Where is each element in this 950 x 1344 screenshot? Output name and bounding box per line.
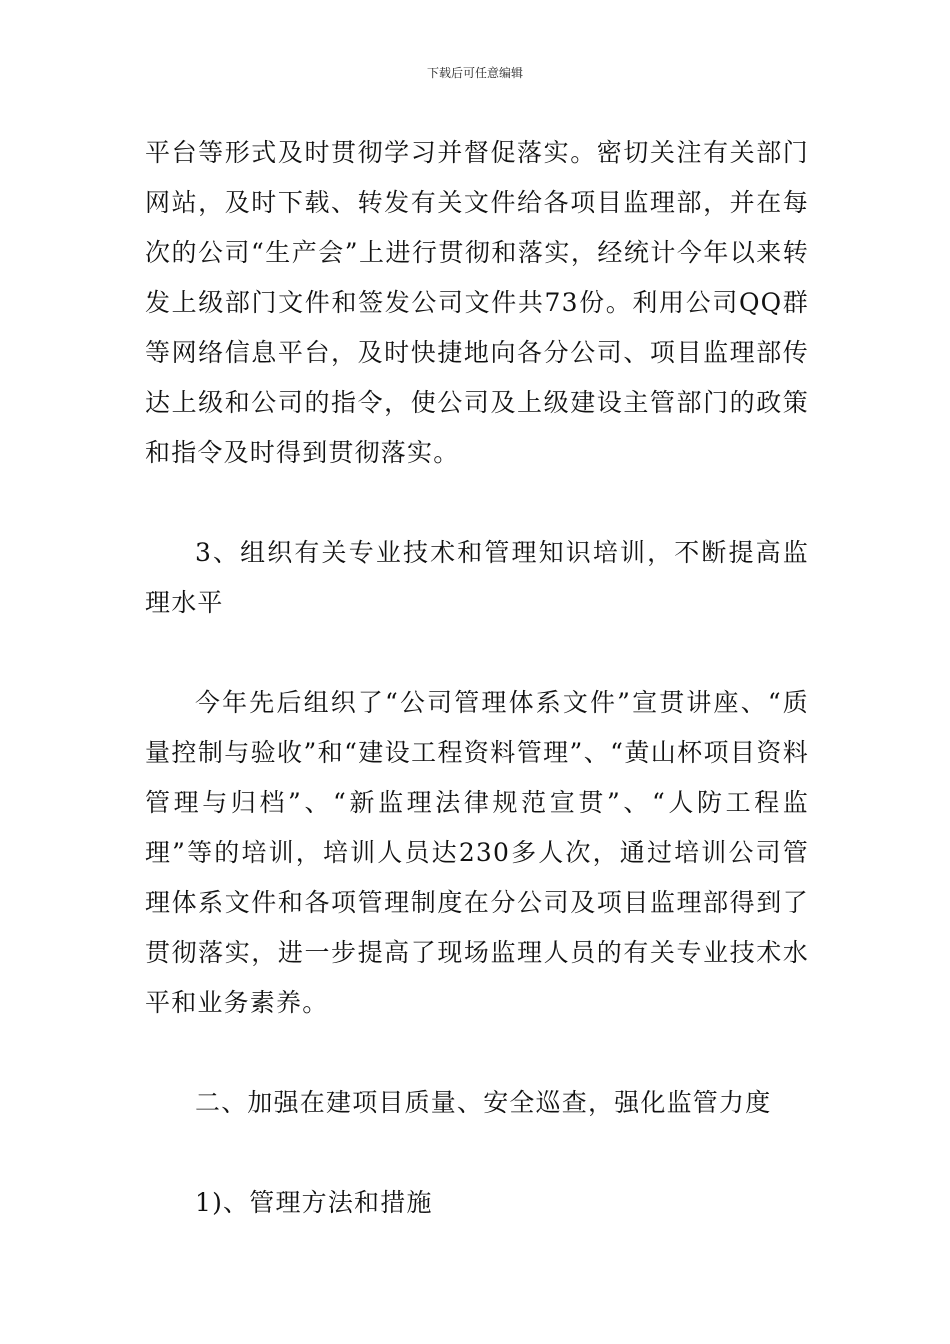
paragraph-training: 今年先后组织了“公司管理体系文件”宣贯讲座、“质量控制与验收”和“建设工程资料管理”、“黄山杯项目资料管理与归档”、“新监理法律规范宣贯”、“人防工程监理”等的培训，培训人员达230多人次，通过培训公司管理体系文件和各项管理制度在分公司及项目监理部得到了贯彻落实，进一步提高了现场监理人员的有关专业技术水平和业务素养。 [145, 688, 809, 1017]
paragraph-dissemination: 平台等形式及时贯彻学习并督促落实。密切关注有关部门网站，及时下载、转发有关文件给各项目监理部，并在每次的公司“生产会”上进行贯彻和落实，经统计今年以来转发上级部门文件和签发公司文件共73份。利用公司QQ群等网络信息平台，及时快捷地向各分公司、项目监理部传达上级和公司的指令，使公司及上级建设主管部门的政策和指令及时得到贯彻落实。 [145, 138, 809, 467]
subsection-heading-methods: 1)、管理方法和措施 [195, 1188, 433, 1217]
document-body [145, 128, 809, 1228]
page-header-note: 下载后可任意编辑 [426, 66, 523, 80]
section-heading-training: 3、组织有关专业技术和管理知识培训，不断提高监理水平 [145, 538, 809, 617]
section-heading-inspection: 二、加强在建项目质量、安全巡查，强化监管力度 [195, 1088, 772, 1117]
